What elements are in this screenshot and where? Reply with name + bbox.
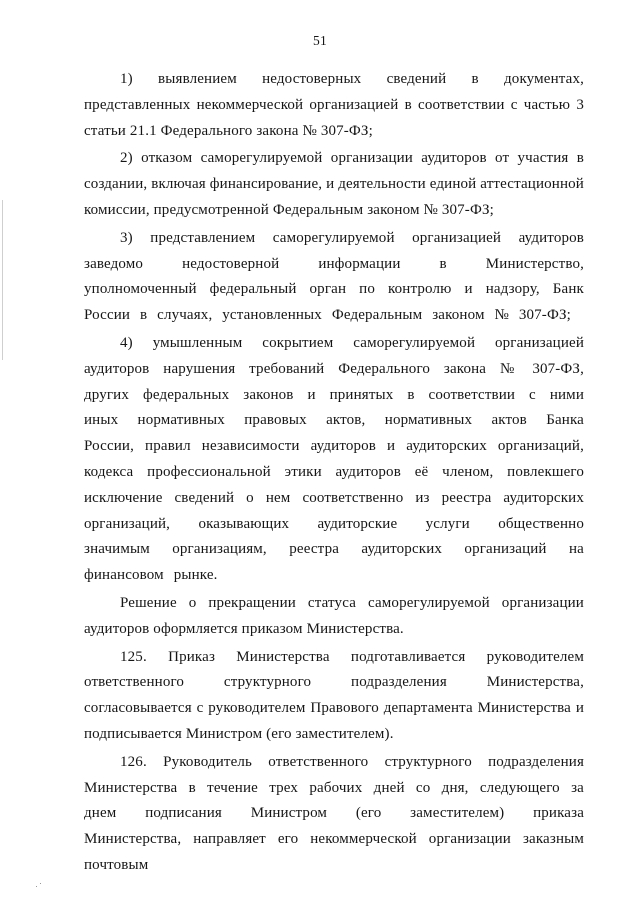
scan-speck [36,886,37,887]
paragraph-126: 126. Руководитель ответственного структурного подразделения Министерства в течение трех рабочих дней со дня, следующего за днем подписания Министром (его заместителем) приказа Министерства, направляет его некоммерческой организации заказным почтовым [84,753,584,873]
paragraph-item-2: 2) отказом саморегулируемой организации аудиторов от участия в создании, включая финансирование, и деятельности единой аттестационной комиссии, предусмотренной Федеральным законом № 307-ФЗ; [84,150,584,218]
paragraph-decision: Решение о прекращении статуса саморегулируемой организации аудиторов оформляется приказом Министерства. [84,594,584,637]
paragraph-item-3: 3) представлением саморегулируемой организацией аудиторов заведомо недостоверной информации в Министерство, уполномоченный федеральный орган по контролю и надзору, Банк России в случаях, установленных Федеральным законом № 307-ФЗ; [84,229,584,324]
scan-speck [40,883,41,884]
paragraph-item-4: 4) умышленным сокрытием саморегулируемой организацией аудиторов нарушения требований Федерального закона № 307-ФЗ, других федеральных законов и принятых в соответствии с ними иных нормативных правовых актов, нормативных актов Банка России, правил независимости аудиторов и аудиторских организаций, кодекса профессиональной этики аудиторов её членом, повлекшего исключение сведений о нем соответственно из реестра аудиторских организаций, оказывающих аудиторские услуги общественно значимым организациям, реестра аудиторских организаций на финансовом рынке. [84,334,584,584]
page-number: 51 [312,33,328,48]
scan-edge-mark [2,200,3,360]
paragraph-item-1: 1) выявлением недостоверных сведений в документах, представленных некоммерческой организацией в соответствии с частью 3 статьи 21.1 Федерального закона № 307-ФЗ; [84,71,584,139]
paragraph-125: 125. Приказ Министерства подготавливается руководителем ответственного структурного подразделения Министерства, согласовывается с руководителем Правового департамента Министерства и подписывается Министром (его заместителем). [84,648,584,742]
document-body [84,67,584,881]
